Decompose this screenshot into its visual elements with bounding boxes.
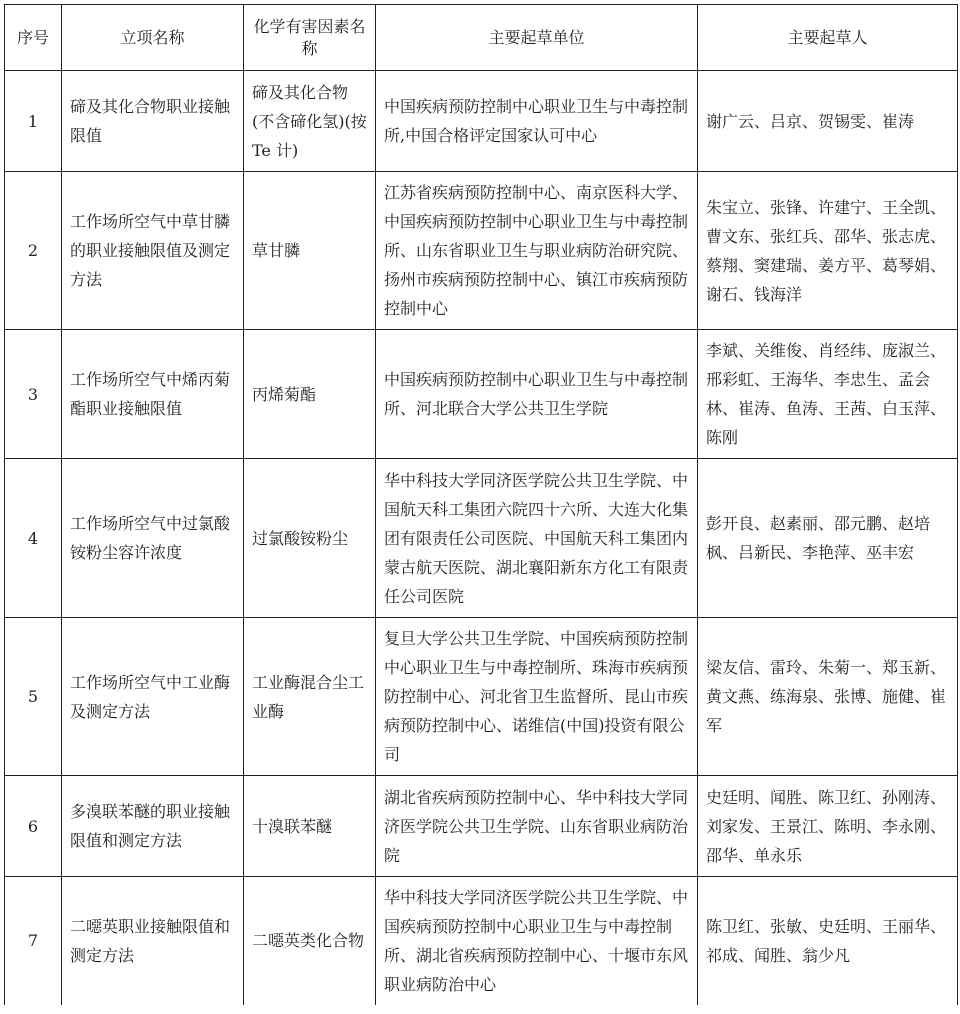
row-index: 5 xyxy=(5,618,62,776)
header-drafting-units: 主要起草单位 xyxy=(376,5,698,71)
drafting-units-cell: 中国疾病预防控制中心职业卫生与中毒控制所、河北联合大学公共卫生学院 xyxy=(376,330,698,459)
drafters-cell: 梁友信、雷玲、朱菊一、郑玉新、黄文燕、练海泉、张博、施健、崔军 xyxy=(698,618,958,776)
table-row xyxy=(5,618,958,776)
row-index: 1 xyxy=(5,71,62,172)
table-header-row xyxy=(5,5,958,71)
row-index: 2 xyxy=(5,172,62,330)
project-name-cell: 工作场所空气中过氯酸铵粉尘容许浓度 xyxy=(62,459,244,618)
hazard-name-cell: 二噁英类化合物 xyxy=(244,877,376,1005)
row-index: 4 xyxy=(5,459,62,618)
row-index: 3 xyxy=(5,330,62,459)
row-index: 6 xyxy=(5,776,62,877)
drafters-cell: 彭开良、赵素丽、邵元鹏、赵培枫、吕新民、李艳萍、巫丰宏 xyxy=(698,459,958,618)
table-row xyxy=(5,776,958,877)
hazard-name-cell: 工业酶混合尘工业酶 xyxy=(244,618,376,776)
drafters-cell: 朱宝立、张锋、许建宁、王全凯、曹文东、张红兵、邵华、张志虎、蔡翔、窦建瑞、姜方平、葛琴娟、谢石、钱海洋 xyxy=(698,172,958,330)
header-index: 序号 xyxy=(5,5,62,71)
table-row xyxy=(5,877,958,1005)
table-row xyxy=(5,330,958,459)
project-name-cell: 多溴联苯醚的职业接触限值和测定方法 xyxy=(62,776,244,877)
drafting-units-cell: 中国疾病预防控制中心职业卫生与中毒控制所,中国合格评定国家认可中心 xyxy=(376,71,698,172)
hazard-name-cell: 过氯酸铵粉尘 xyxy=(244,459,376,618)
table-row xyxy=(5,459,958,618)
header-drafters: 主要起草人 xyxy=(698,5,958,71)
row-index: 7 xyxy=(5,877,62,1005)
header-project-name: 立项名称 xyxy=(62,5,244,71)
project-name-cell: 工作场所空气中烯丙菊酯职业接触限值 xyxy=(62,330,244,459)
drafters-cell: 陈卫红、张敏、史廷明、王丽华、祁成、闻胜、翁少凡 xyxy=(698,877,958,1005)
drafting-units-cell: 江苏省疾病预防控制中心、南京医科大学、中国疾病预防控制中心职业卫生与中毒控制所、山东省职业卫生与职业病防治研究院、扬州市疾病预防控制中心、镇江市疾病预防控制中心 xyxy=(376,172,698,330)
hazard-name-cell: 十溴联苯醚 xyxy=(244,776,376,877)
drafting-units-cell: 湖北省疾病预防控制中心、华中科技大学同济医学院公共卫生学院、山东省职业病防治院 xyxy=(376,776,698,877)
table-row xyxy=(5,172,958,330)
header-hazard-name: 化学有害因素名称 xyxy=(244,5,376,71)
drafting-units-cell: 华中科技大学同济医学院公共卫生学院、中国疾病预防控制中心职业卫生与中毒控制所、湖北省疾病预防控制中心、十堰市东风职业病防治中心 xyxy=(376,877,698,1005)
drafters-cell: 史廷明、闻胜、陈卫红、孙刚涛、刘家发、王景江、陈明、李永刚、邵华、单永乐 xyxy=(698,776,958,877)
hazard-name-cell: 碲及其化合物(不含碲化氢)(按 Te 计) xyxy=(244,71,376,172)
drafters-cell: 李斌、关维俊、肖经纬、庞淑兰、邢彩虹、王海华、李忠生、孟会林、崔涛、鱼涛、王茜、白玉萍、陈刚 xyxy=(698,330,958,459)
drafting-units-cell: 复旦大学公共卫生学院、中国疾病预防控制中心职业卫生与中毒控制所、珠海市疾病预防控制中心、河北省卫生监督所、昆山市疾病预防控制中心、诺维信(中国)投资有限公司 xyxy=(376,618,698,776)
hazard-name-cell: 丙烯菊酯 xyxy=(244,330,376,459)
project-name-cell: 工作场所空气中草甘膦的职业接触限值及测定方法 xyxy=(62,172,244,330)
standards-table xyxy=(4,4,958,1005)
drafting-units-cell: 华中科技大学同济医学院公共卫生学院、中国航天科工集团六院四十六所、大连大化集团有限责任公司医院、中国航天科工集团内蒙古航天医院、湖北襄阳新东方化工有限责任公司医院 xyxy=(376,459,698,618)
project-name-cell: 工作场所空气中工业酶及测定方法 xyxy=(62,618,244,776)
hazard-name-cell: 草甘膦 xyxy=(244,172,376,330)
table-row xyxy=(5,71,958,172)
project-name-cell: 二噁英职业接触限值和测定方法 xyxy=(62,877,244,1005)
project-name-cell: 碲及其化合物职业接触限值 xyxy=(62,71,244,172)
drafters-cell: 谢广云、吕京、贺锡雯、崔涛 xyxy=(698,71,958,172)
